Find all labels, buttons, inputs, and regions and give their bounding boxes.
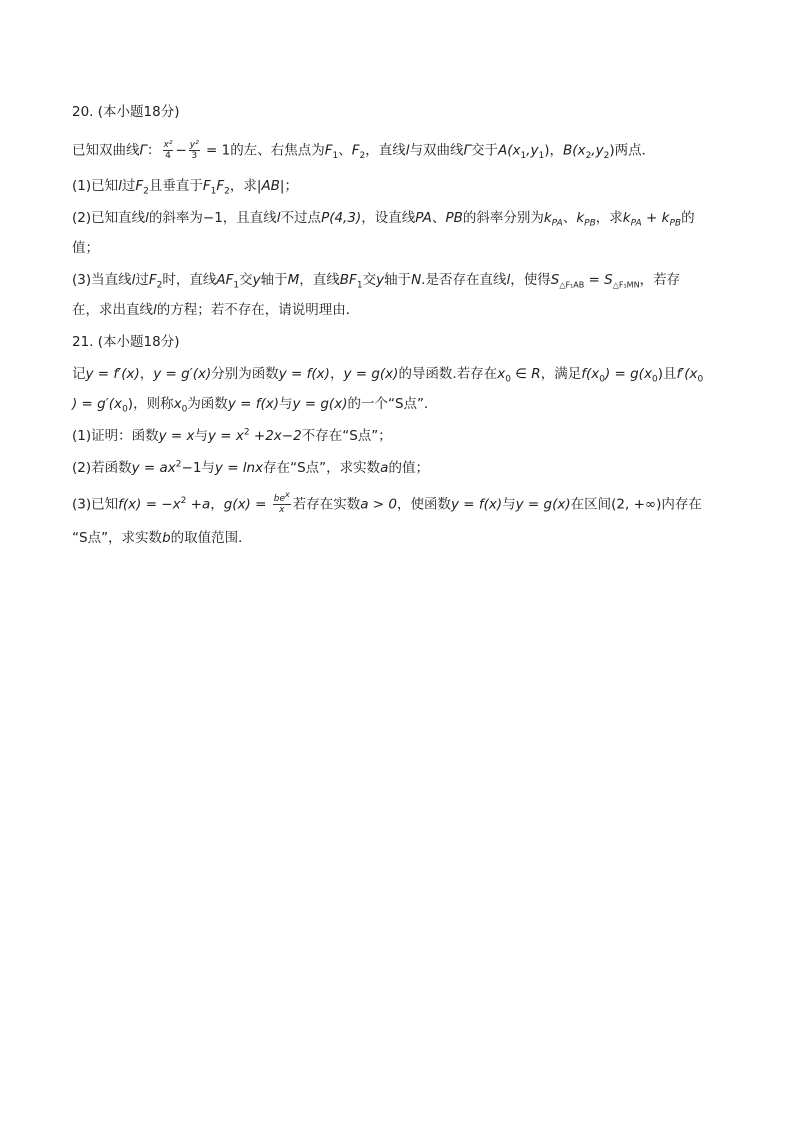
q20-part3: (3)当直线l过$F_2$时，直线$AF_1$交y轴于M，直线$BF_1$交y轴于N.是否存在直线l，使得$S_{\triangle F_1AB} = S_{\triangle F_1MN}$，若存 (72, 272, 681, 291)
q21-statement-cont: ) = $g'(x_0)$，则称$x_0$为函数y = f(x)与y = g(x)的一个“S点”． (72, 396, 438, 415)
q21-part2: (2)若函数$y = ax^2-1$与y = lnx存在“S点”，求实数a的值； (72, 459, 429, 476)
q21-part3-cont: “S点”，求实数b的取值范围． (72, 530, 252, 546)
q21-header: 21. (本小题18分) (72, 334, 180, 350)
q20-part2: (2)已知直线l的斜率为−1，且直线l不过点P(4,3)，设直线PA、PB的斜率分别为$k_{PA}$、$k_{PB}$，求$k_{PA} + k_{PB}$的 (72, 210, 695, 229)
q21-part3: (3)已知$f(x) = -x^2 +a$，g(x) = $\frac{be^x}{x}$ 若存在实数a > 0，使函数y = f(x)与y = g(x)在区间(2, +∞)内存在 (72, 490, 702, 515)
q21-statement: 记y = f′(x)，y = g′(x)分别为函数y = f(x)，y = g(x)的导函数.若存在$x_0$ ∈ R，满足$f(x_0) = g(x_0)$且$f'(x_0$ (72, 366, 704, 385)
q20-part3-cont: 在，求出直线l的方程；若不存在，请说明理由． (72, 302, 360, 318)
fraction-bex-x: $\frac{be^x}{x}$ (273, 490, 290, 515)
q20-part2-cont: 值； (72, 240, 99, 256)
fraction-x2-4: $\frac{\text{x²}}{4}$ (163, 140, 173, 161)
q21-part1: (1)证明：函数y = x与$y = x^2 +2x-2$不存在“S点”； (72, 427, 392, 444)
q20-part1: (1)已知l过$F_2$且垂直于$F_1F_2$，求|AB|； (72, 178, 298, 197)
fraction-y2-3: $\frac{\text{y²}}{3}$ (189, 140, 199, 161)
q20-statement: 已知双曲线Γ： $\frac{\text{x²}}{4}$ − $\frac{\text{y²}}{3}$ = 1的左、右焦点为$F_1$、$F_2$，直线l与双曲线Γ交于$A(x_1,y_1)$，$B(x_2,y_2)$两点． (72, 140, 656, 162)
q20-header: 20. (本小题18分) (72, 104, 180, 120)
